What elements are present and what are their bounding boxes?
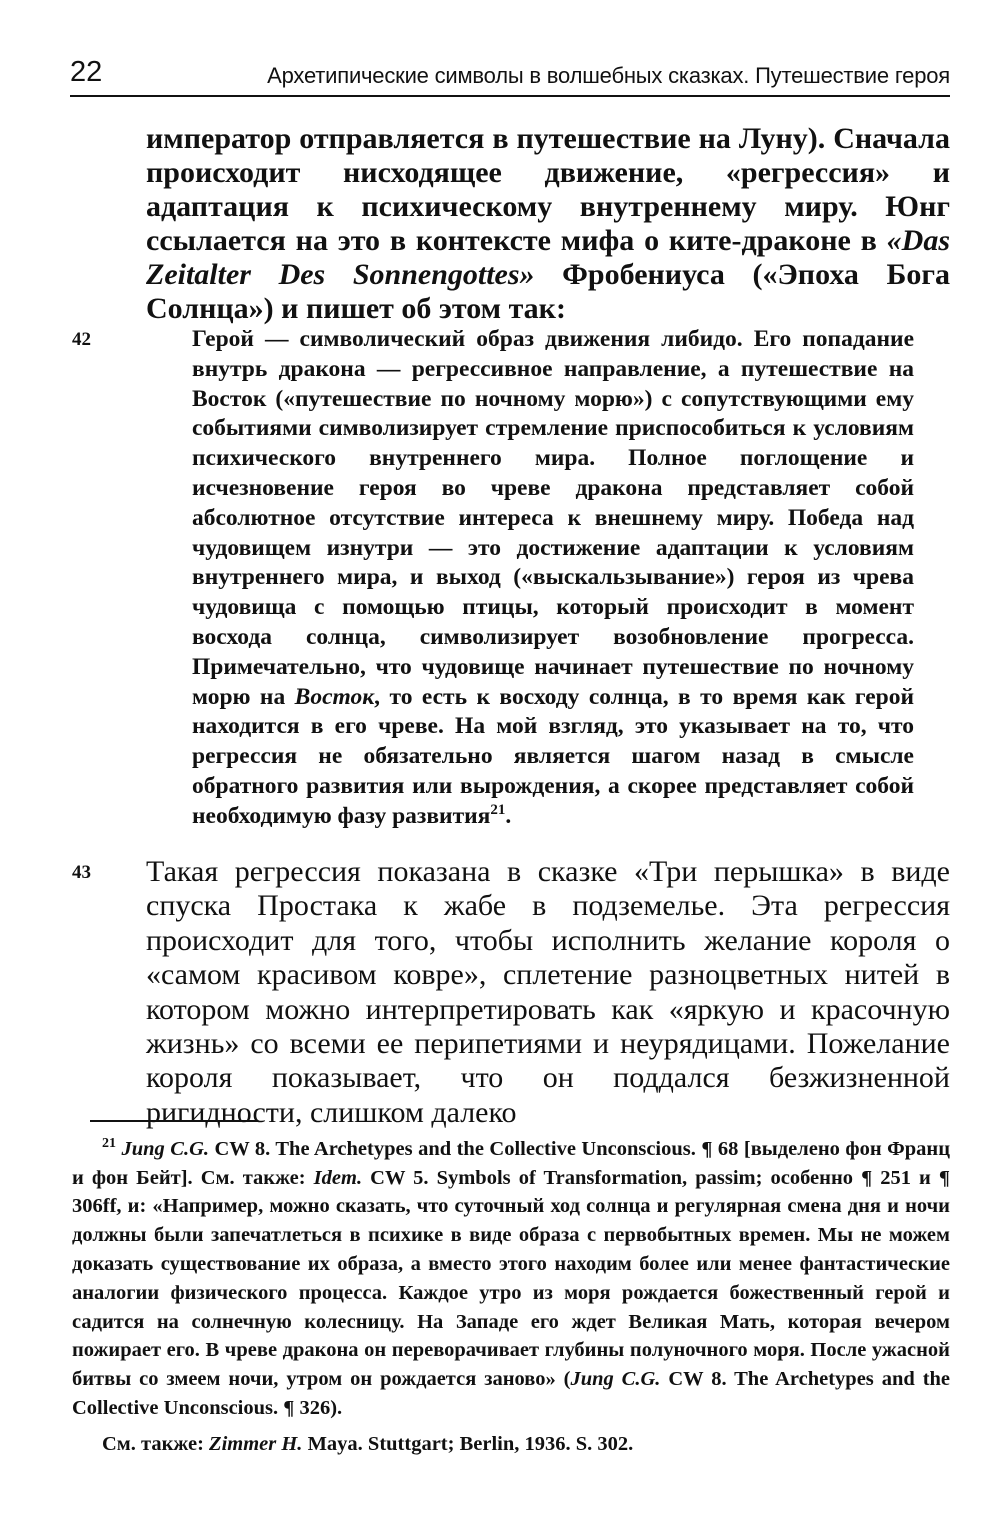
intro-paragraph (146, 122, 950, 326)
intro-text-part1: император отправляется в путешествие на Луну). Сначала происходит нисходящее движение, «регрессия» и адаптация к психическому внутреннему миру. Юнг ссылается на это в контексте мифа о ките-драконе в (146, 122, 950, 257)
footnote-21 (72, 1130, 950, 1423)
intro-italic-title: «Das Zeitalter Des Sonnengottes» (146, 224, 950, 291)
paragraph-number-43: 43 (72, 862, 91, 883)
paragraph-number-42: 42 (72, 329, 91, 350)
footnote-rule (90, 1120, 258, 1122)
header-rule (70, 95, 950, 97)
intro-text-part2: Фробениуса («Эпоха Бога Солнца») и пишет об этом так: (146, 258, 950, 325)
quote-end: . (505, 802, 512, 829)
see-also-author: Zimmer H. (209, 1433, 303, 1455)
see-also-rest: Maya. Stuttgart; Berlin, 1936. S. 302. (302, 1433, 634, 1455)
footnote-idem: Idem. (313, 1166, 363, 1189)
paragraph-43: Такая регрессия показана в сказке «Три перышка» в виде спуска Простака к жабе в подземелье. Эта регрессия происходит для того, чтобы исполнить желание короля о «самом красивом ковре», сплетение разноцветных нитей в котором можно интерпретировать как «яркую и красочную жизнь» со всеми ее перипетиями и неурядицами. Пожелание короля показывает, что он поддался безжизненной ригидности, слишком далеко (146, 855, 950, 1129)
footnote-author-1: Jung C.G. (121, 1137, 209, 1160)
quote-text-part2: , то есть к восходу солнца, в то время как герой находится в его чреве. На мой взгляд, это указывает на то, что регрессия не обязательно является шагом назад в смысле обратного развития или вырождения, а скорее представляет собой необходимую фазу развития (192, 683, 915, 829)
footnote-text-3: CW 8. The Archetypes and the Collective Unconscious. ¶ 326). (72, 1368, 951, 1419)
footnote-reference: 21 (490, 801, 506, 818)
footnote-see-also (102, 1430, 633, 1459)
running-title: Архетипические символы в волшебных сказках. Путешествие героя (267, 63, 950, 88)
page-number: 22 (70, 56, 103, 88)
footnote-marker: 21 (102, 1136, 116, 1151)
see-also-prefix: См. также: (102, 1433, 210, 1455)
block-quote (192, 325, 914, 832)
quote-italic-word: Восток (294, 683, 375, 710)
footnote-author-2: Jung C.G. (570, 1368, 661, 1391)
quote-text-part1: Герой — символический образ движения либидо. Его попадание внутрь дракона — регрессивное направление, а путешествие на Восток («путешествие по ночному морю») с сопутствующими ему событиями символизирует стремление приспособиться к условиям психического внутреннего мира. Полное поглощение и исчезновение героя во чреве дракона представляет собой абсолютное отсутствие интереса к внешнему миру. Победа над чудовищем изнутри — это достижение адаптации к условиям внутреннего мира, и выход («выскальзывание») героя из чрева чудовища с помощью птицы, который происходит в момент восхода солнца, символизирует возобновление прогресса. Примечательно, что чудовище начинает путешествие по ночному морю на (192, 326, 914, 710)
footnote-text-2: CW 5. Symbols of Transformation, passim; особенно ¶ 251 и ¶ 306ff, и: «Например, можно сказать, что суточный ход солнца и регулярная смена дня и ночи должны были запечатлеться в психике в виде образа с первобытных времен. Мы не можем доказать существование их образа, а вместо этого находим более или менее фантастические аналогии физического процесса. Каждое утро из моря рождается божественный герой и садится на солнечную колесницу. На Западе его ждет Великая Мать, которая вечером пожирает его. В чреве дракона он переворачивает глубины полуночного моря. После ужасной битвы со змеем ночи, утром он рождается заново» ( (72, 1166, 950, 1391)
footnote-text-1: CW 8. The Archetypes and the Collective Unconscious. ¶ 68 [выделено фон Франц и фон Бейт]. См. также: (72, 1137, 951, 1189)
